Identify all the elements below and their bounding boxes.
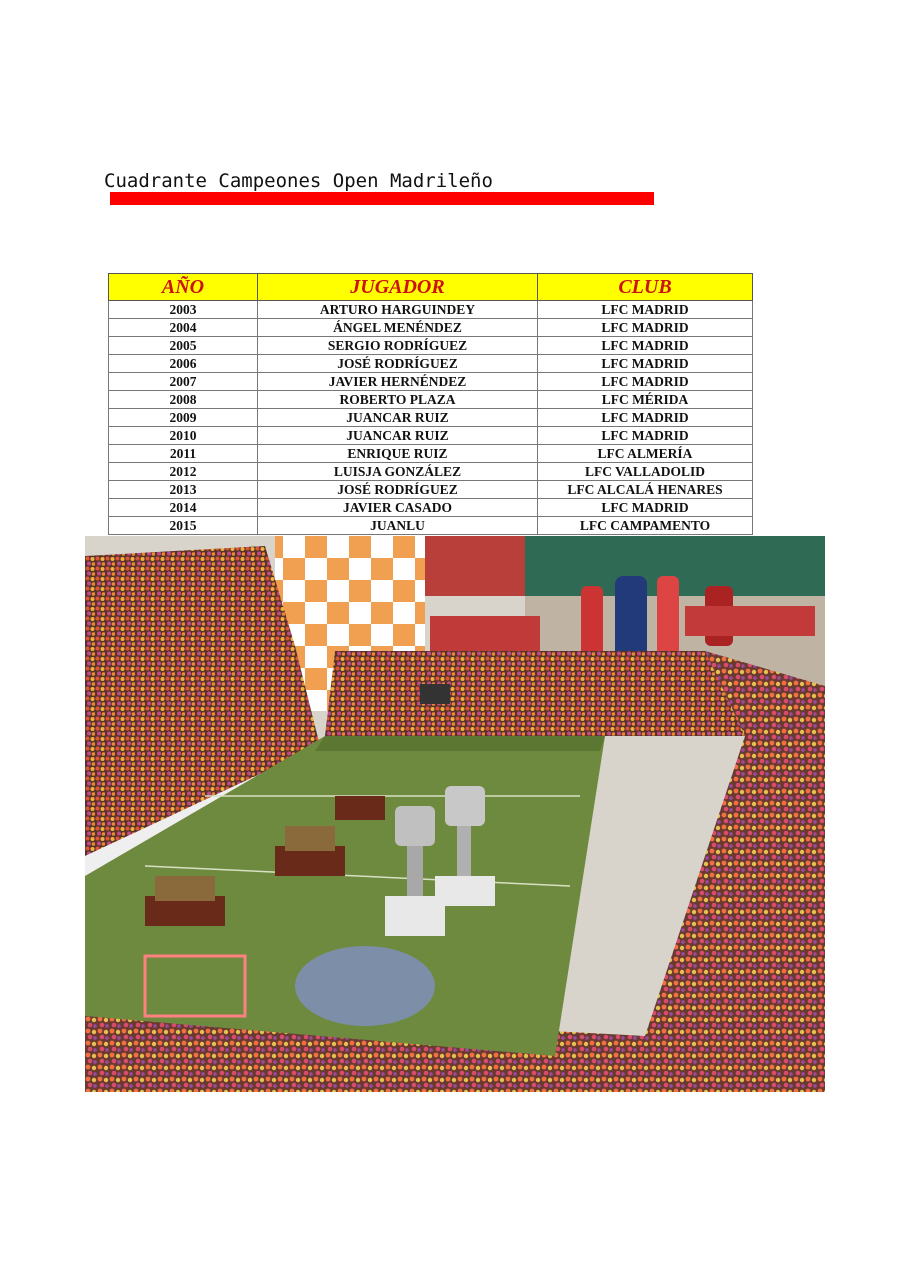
table-row [109, 499, 753, 517]
cell-player: ARTURO HARGUINDEY [258, 301, 538, 319]
document-title: Cuadrante Campeones Open Madrileño [104, 170, 493, 192]
cell-club: LFC MADRID [538, 499, 753, 517]
cell-player: JUANLU [258, 517, 538, 535]
cell-player: JAVIER CASADO [258, 499, 538, 517]
table-row [109, 427, 753, 445]
cell-year: 2010 [109, 427, 258, 445]
table-row [109, 301, 753, 319]
table-row [109, 481, 753, 499]
title-underline-bar [110, 192, 654, 205]
champions-table [108, 273, 753, 535]
cell-player: JOSÉ RODRÍGUEZ [258, 355, 538, 373]
cell-club: LFC MADRID [538, 409, 753, 427]
cell-player: ROBERTO PLAZA [258, 391, 538, 409]
cell-club: LFC MADRID [538, 373, 753, 391]
cell-year: 2014 [109, 499, 258, 517]
cell-year: 2009 [109, 409, 258, 427]
table-row [109, 409, 753, 427]
cell-club: LFC MADRID [538, 337, 753, 355]
cell-player: JAVIER HERNÉNDEZ [258, 373, 538, 391]
cell-year: 2003 [109, 301, 258, 319]
cell-club: LFC ALCALÁ HENARES [538, 481, 753, 499]
cell-player: JOSÉ RODRÍGUEZ [258, 481, 538, 499]
table-header-row [109, 274, 753, 301]
cell-club: LFC CAMPAMENTO [538, 517, 753, 535]
cell-player: LUISJA GONZÁLEZ [258, 463, 538, 481]
table-row [109, 463, 753, 481]
cell-year: 2011 [109, 445, 258, 463]
cell-player: ÁNGEL MENÉNDEZ [258, 319, 538, 337]
cell-club: LFC MADRID [538, 319, 753, 337]
table-row [109, 373, 753, 391]
header-year: AÑO [109, 274, 258, 301]
cell-club: LFC MÉRIDA [538, 391, 753, 409]
cell-year: 2012 [109, 463, 258, 481]
table-row [109, 391, 753, 409]
cell-player: ENRIQUE RUIZ [258, 445, 538, 463]
cell-year: 2015 [109, 517, 258, 535]
table-row [109, 517, 753, 535]
table-row [109, 355, 753, 373]
cell-club: LFC MADRID [538, 301, 753, 319]
table-row [109, 319, 753, 337]
cell-player: SERGIO RODRÍGUEZ [258, 337, 538, 355]
stadium-model-photo [85, 536, 825, 1092]
cell-year: 2004 [109, 319, 258, 337]
header-club: CLUB [538, 274, 753, 301]
cell-club: LFC VALLADOLID [538, 463, 753, 481]
cell-year: 2005 [109, 337, 258, 355]
cell-club: LFC ALMERÍA [538, 445, 753, 463]
cell-player: JUANCAR RUIZ [258, 409, 538, 427]
cell-club: LFC MADRID [538, 427, 753, 445]
cell-club: LFC MADRID [538, 355, 753, 373]
stadium-photo-illustration [85, 536, 825, 1092]
cell-year: 2006 [109, 355, 258, 373]
cell-year: 2007 [109, 373, 258, 391]
table-row [109, 445, 753, 463]
cell-year: 2008 [109, 391, 258, 409]
cell-year: 2013 [109, 481, 258, 499]
table-row [109, 337, 753, 355]
cell-player: JUANCAR RUIZ [258, 427, 538, 445]
header-player: JUGADOR [258, 274, 538, 301]
